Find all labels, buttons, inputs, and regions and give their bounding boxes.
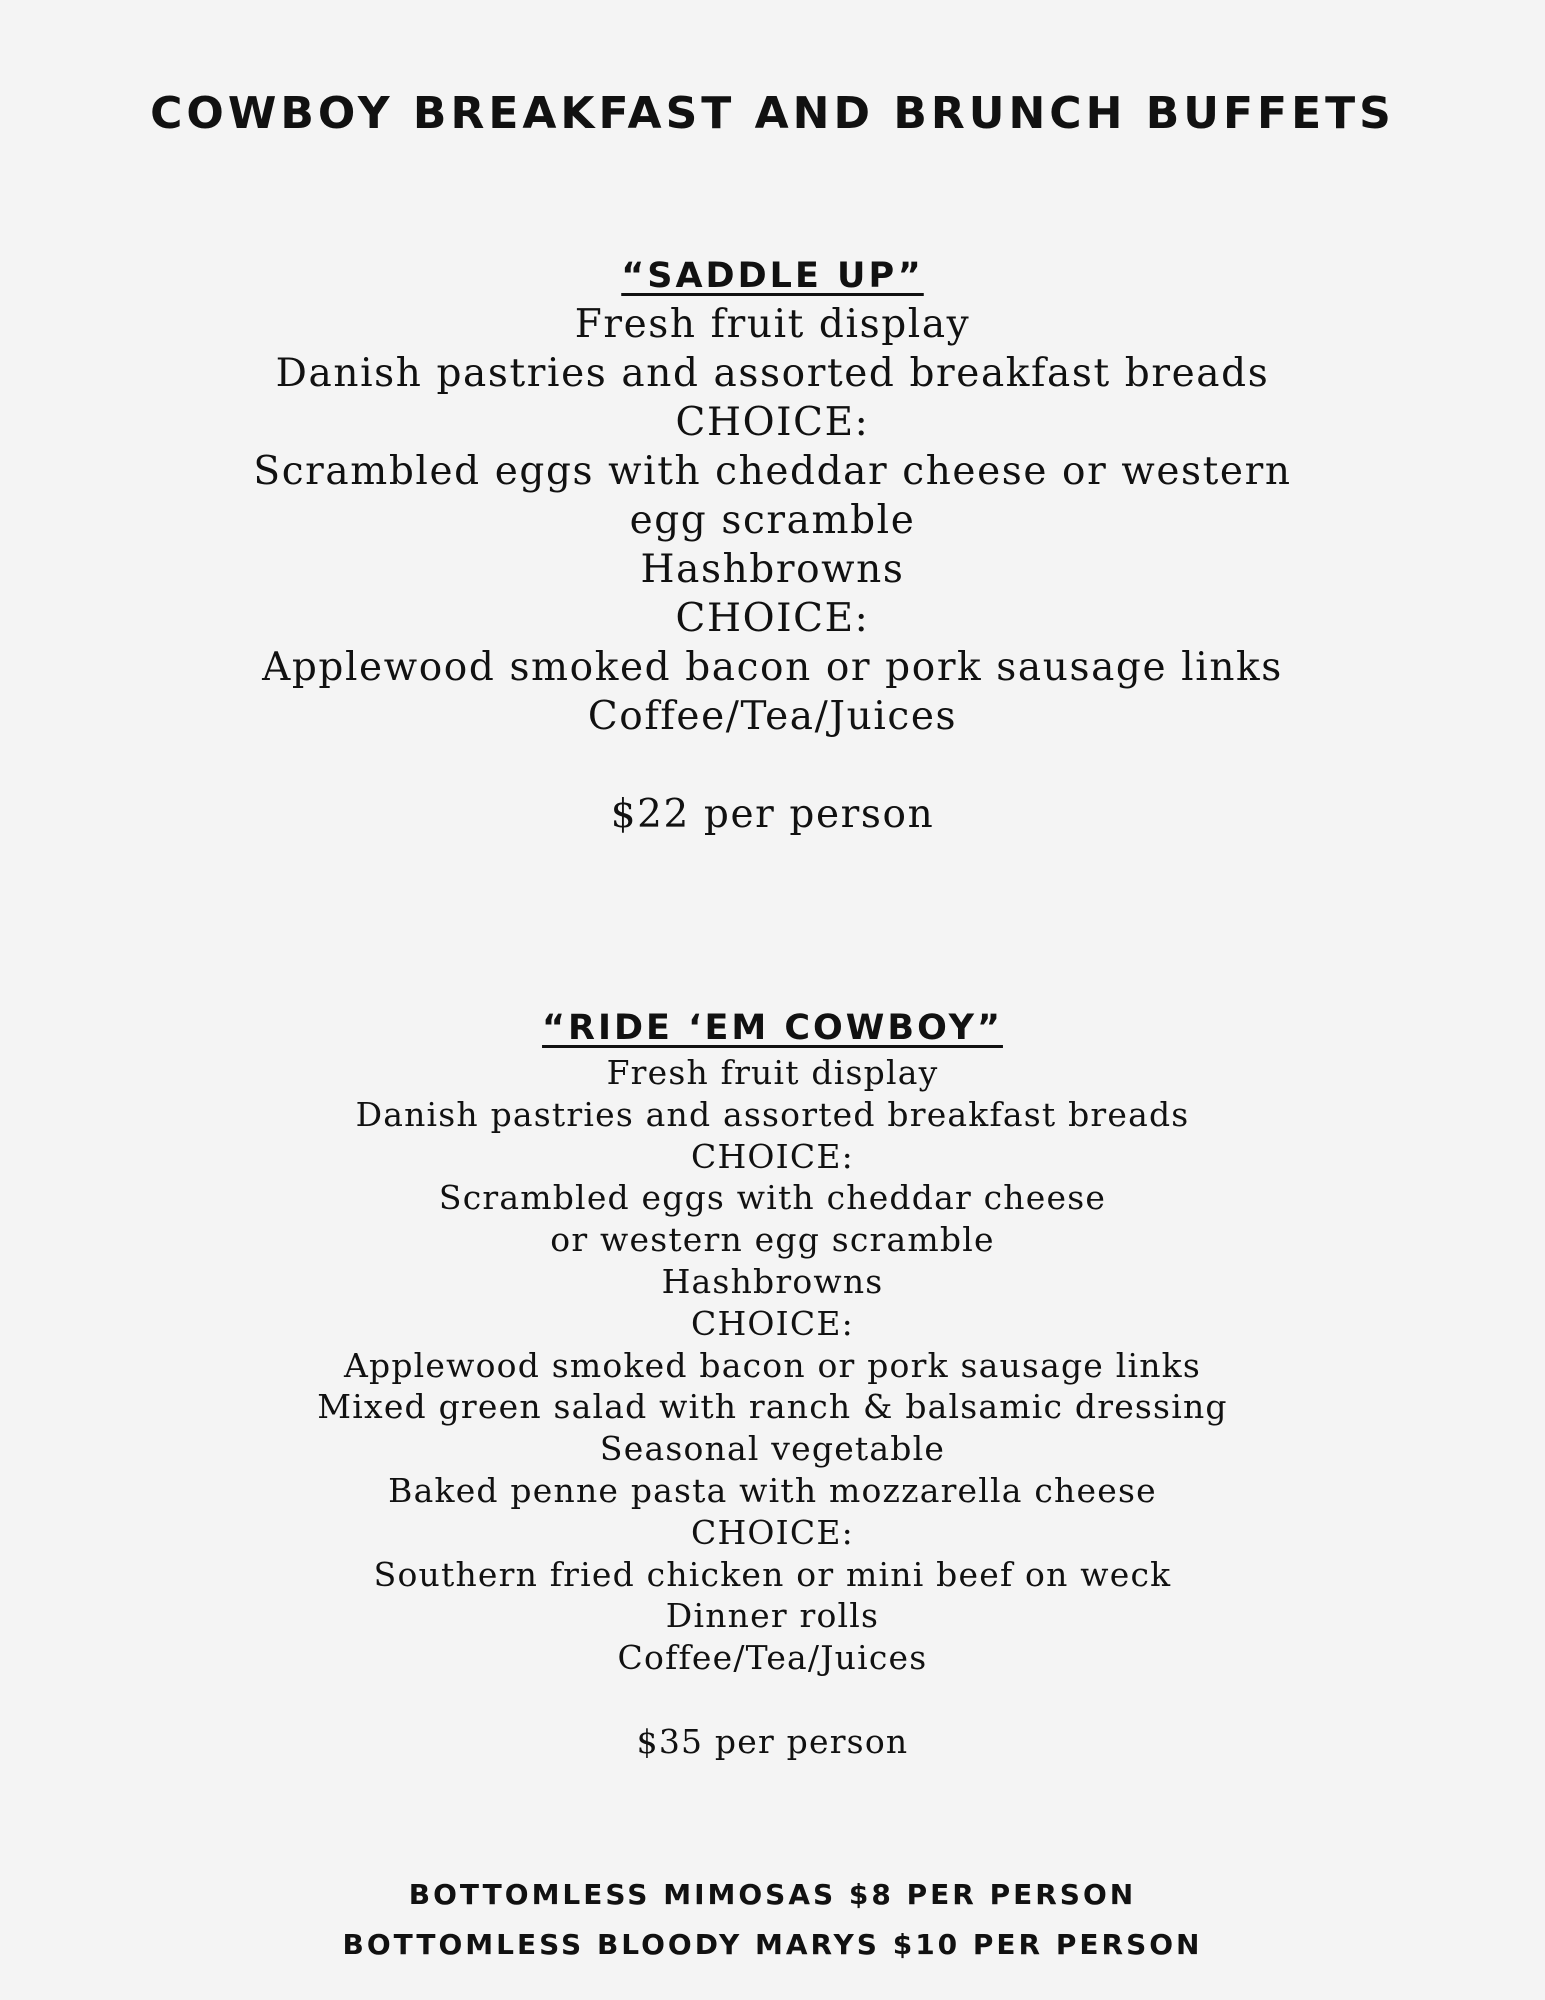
menu-item: Danish pastries and assorted breakfast breads (355, 1094, 1190, 1134)
menu-item: Southern fried chicken or mini beef on weck (373, 1554, 1172, 1594)
section-heading: “RIDE ‘EM COWBOY” (542, 1008, 1003, 1048)
menu-item: Hashbrowns (640, 547, 905, 592)
menu-choice-label: CHOICE: (691, 1303, 854, 1343)
menu-item: Scrambled eggs with cheddar cheese (438, 1178, 1107, 1218)
menu-item: Applewood smoked bacon or pork sausage links (262, 645, 1283, 690)
menu-choice-label: CHOICE: (675, 400, 870, 445)
menu-item: Dinner rolls (665, 1596, 880, 1636)
menu-choice-label: CHOICE: (675, 596, 870, 641)
page-title: COWBOY BREAKFAST AND BRUNCH BUFFETS (150, 88, 1395, 139)
drink-specials (0, 1870, 1545, 1970)
menu-item: or western egg scramble (550, 1220, 995, 1260)
menu-item: Fresh fruit display (574, 302, 971, 347)
menu-item: egg scramble (629, 498, 916, 543)
mimosas-offer: BOTTOMLESS MIMOSAS $8 PER PERSON (408, 1878, 1137, 1911)
menu-item: Mixed green salad with ranch & balsamic dressing (317, 1387, 1228, 1427)
menu-item: Applewood smoked bacon or pork sausage links (344, 1345, 1201, 1385)
menu-choice-label: CHOICE: (691, 1512, 854, 1552)
menu-item: Fresh fruit display (606, 1053, 939, 1092)
menu-item: Coffee/Tea/Juices (617, 1638, 928, 1678)
menu-item: Danish pastries and assorted breakfast breads (275, 351, 1270, 396)
menu-item: Coffee/Tea/Juices (587, 694, 958, 739)
bloody-marys-offer: BOTTOMLESS BLOODY MARYS $10 PER PERSON (342, 1928, 1203, 1961)
menu-item: Hashbrowns (661, 1261, 884, 1301)
menu-item: Seasonal vegetable (599, 1429, 946, 1469)
menu-item: Scrambled eggs with cheddar cheese or western (253, 449, 1292, 494)
section-price: $35 per person (636, 1721, 909, 1761)
buffet-section-saddle-up (0, 252, 1545, 839)
section-heading: “SADDLE UP” (621, 256, 924, 296)
menu-item: Baked penne pasta with mozzarella cheese (388, 1470, 1157, 1510)
menu-choice-label: CHOICE: (691, 1136, 854, 1176)
section-price: $22 per person (610, 792, 935, 837)
buffet-section-ride-em-cowboy (0, 1004, 1545, 1763)
